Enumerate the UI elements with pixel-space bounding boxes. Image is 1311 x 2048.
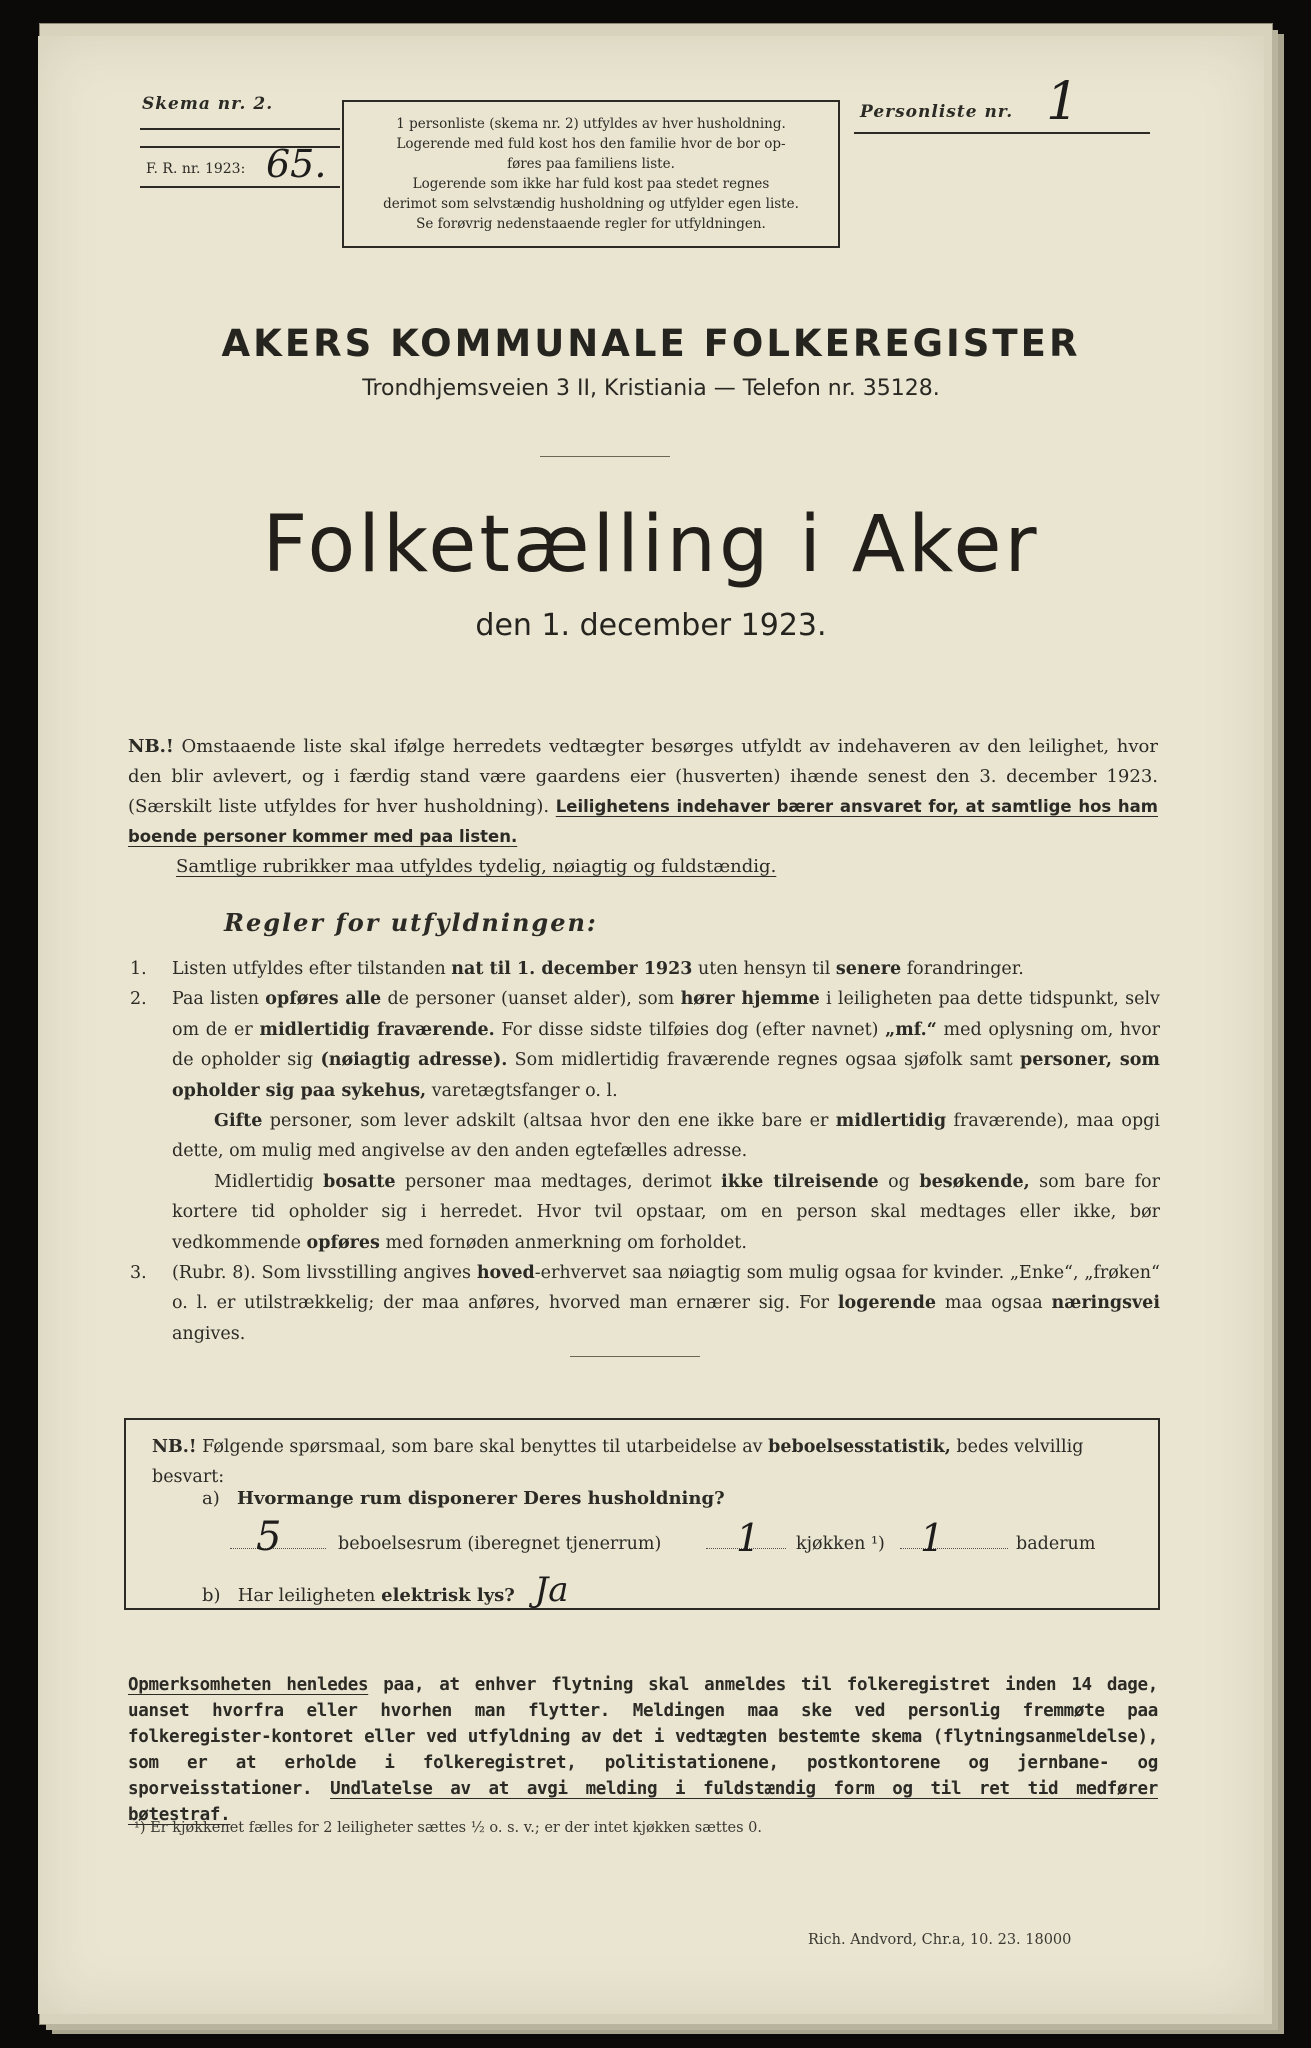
rule-emphasis: hoved (476, 1263, 535, 1284)
organization-heading: AKERS KOMMUNALE FOLKEREGISTER (221, 322, 1081, 365)
personliste-rule (854, 132, 1150, 134)
notice-lead: Opmerksomheten henledes (128, 1675, 369, 1695)
rule-text: varetægtsfanger o. l. (431, 1080, 618, 1101)
bath-label: baderum (1016, 1534, 1096, 1554)
rule-number: 1. (130, 959, 147, 979)
bath-value: 1 (920, 1516, 945, 1560)
rule-text: personer, som lever adskilt (altsaa hvor den ene ikke bare er (269, 1111, 829, 1132)
note-line: føres paa familiens liste. (507, 156, 675, 172)
rule-text: med fornøden anmerkning om forholdet. (385, 1232, 747, 1253)
fr-number-value: 65. (266, 142, 327, 186)
rule-text: uten hensyn til (698, 959, 831, 979)
intro-text: Følgende spørsmaal, som bare skal benyttes til utarbeidelse av (202, 1437, 763, 1457)
notice-penalty: Undlatelse av at avgi melding i fuldstændig form og til ret tid medfører bøtestraf. (128, 1779, 1158, 1825)
question-label: a) (202, 1488, 220, 1509)
separator (570, 1356, 700, 1357)
rule-text: Midlertidig (214, 1171, 314, 1192)
rules-list (130, 954, 1160, 1349)
page-title: Folketælling i Aker (262, 500, 1040, 590)
intro-emphasis: beboelsesstatistik, (768, 1437, 951, 1457)
nb-tag: NB.! (128, 736, 174, 757)
rule-emphasis: midlertidig fraværende. (259, 1019, 495, 1040)
rule-item (130, 984, 1160, 1106)
note-line: Logerende med fuld kost hos den familie hvor de bor op- (396, 136, 786, 152)
rule-emphasis: bosatte (323, 1171, 396, 1192)
question-text: Hvormange rum disponerer Deres husholdning? (236, 1488, 725, 1509)
skema-label: Skema nr. 2. (142, 94, 274, 114)
question-intro (152, 1432, 1112, 1492)
separator (540, 456, 670, 457)
address-line: Trondhjemsveien 3 II, Kristiania — Telefon nr. 35128. (362, 376, 940, 401)
kitchen-label: kjøkken ¹) (796, 1534, 885, 1554)
rule-emphasis: opføres alle (265, 989, 382, 1010)
rule-emphasis: (nøiagtig adresse). (320, 1050, 508, 1071)
rule-emphasis: ikke tilreisende (721, 1171, 879, 1192)
nb-responsibility: Leilighetens indehaver bærer ansvaret for, at samtlige hos ham boende personer kommer med paa listen. (128, 797, 1158, 846)
nb-tag: NB.! (152, 1437, 197, 1457)
rule-emphasis: opføres (306, 1232, 380, 1253)
fr-rule-bottom (140, 186, 340, 188)
rule-text: maa ogsaa (944, 1293, 1043, 1314)
question-a (202, 1488, 725, 1509)
rule-text: Listen utfyldes efter tilstanden (172, 959, 446, 979)
rule-paragraph (130, 1106, 1160, 1167)
question-label: b) (202, 1585, 221, 1606)
rule-emphasis: besøkende, (919, 1171, 1030, 1192)
kitchen-value: 1 (736, 1516, 761, 1560)
rule-emphasis: nat til 1. december 1923 (451, 959, 693, 979)
rule-text: fraværende), maa opgi dette, om mulig med angivelse av den anden egtefælles adresse. (172, 1111, 1160, 1162)
rule-text: (Rubr. 8). Som livsstilling angives (172, 1263, 472, 1284)
census-form-page (38, 36, 1264, 2014)
housing-question-box (124, 1418, 1160, 1610)
question-text: Har leiligheten (237, 1585, 376, 1606)
rules-heading: Regler for utfyldningen: (224, 908, 598, 937)
rule-text: de personer (uanset alder), som (387, 989, 675, 1010)
rule-item (130, 954, 1160, 984)
rule-number: 3. (130, 1263, 147, 1284)
personliste-label: Personliste nr. (860, 102, 1014, 122)
question-emphasis: elektrisk lys? (381, 1585, 515, 1606)
rule-text: med oplysning om, hvor de opholder sig (172, 1019, 1160, 1071)
fr-number-label: F. R. nr. 1923: (146, 161, 246, 177)
rooms-value: 5 (256, 1514, 282, 1560)
note-line: derimot som selvstændig husholdning og utfylder egen liste. (383, 196, 799, 212)
rule-text: Paa listen (172, 989, 259, 1010)
printer-imprint: Rich. Andvord, Chr.a, 10. 23. 18000 (808, 1932, 1072, 1948)
nb-fill-instruction: Samtlige rubrikker maa utfyldes tydelig, nøiagtig og fuldstændig. (176, 856, 777, 877)
rooms-label: beboelsesrum (iberegnet tjenerrum) (338, 1534, 662, 1554)
electric-light-answer: Ja (534, 1570, 569, 1610)
rule-text: og (888, 1171, 910, 1192)
rule-text: personer maa medtages, derimot (405, 1171, 712, 1192)
notice-text: paa, at enhver flytning skal anmeldes til folkeregistret inden 14 dage, uanset hvorfra eller hvorhen man flytter. Meldingen maa ske ved personlig fremmøte paa folkeregister-kontoret eller ved utfyldning av det i vedtægten bestemte skema (flytningsanmeldelse), som er at erholde i folkeregistret, politistationene, postkontorene og jernbane- og sporveisstationer. (128, 1675, 1158, 1799)
intro-text: bedes velvillig besvart: (152, 1437, 1084, 1487)
rooms-answer-row (230, 1514, 1130, 1564)
nb-instructions (128, 732, 1158, 882)
rule-emphasis: logerende (837, 1293, 937, 1314)
census-date: den 1. december 1923. (475, 608, 827, 643)
rule-text: angives. (172, 1323, 246, 1344)
question-b (202, 1570, 568, 1610)
rule-emphasis: Gifte (214, 1111, 263, 1132)
rule-text: som bare for kortere tid opholder sig i herredet. Hvor tvil opstaar, om en person skal medtages eller ikke, bør vedkommende (172, 1171, 1160, 1253)
rule-text: forandringer. (906, 959, 1024, 979)
rule-emphasis: personer, som opholder sig paa sykehus, (172, 1050, 1160, 1101)
rule-item (130, 1258, 1160, 1349)
rule-emphasis: næringsvei (1051, 1293, 1160, 1314)
note-line: Se forøvrig nedenstaaende regler for utfyldningen. (416, 216, 766, 232)
nb-text: Omstaaende liste skal ifølge herredets vedtægter besørges utfyldt av indehaveren av den leilighet, hvor den blir avlevert, og i færdig stand være gaardens eier (husverten) ihænde senest den 3. december 1923. (Særskilt liste utfyldes for hver husholdning). (128, 736, 1158, 817)
rule-emphasis: senere (835, 959, 902, 979)
rule-text: For disse sidste tilføies dog (efter navnet) (501, 1019, 879, 1040)
rule-emphasis: „mf.“ (885, 1019, 937, 1040)
footnote: ¹) Er kjøkkenet fælles for 2 leiligheter sættes ½ o. s. v.; er der intet kjøkken sættes 0. (134, 1820, 762, 1836)
dotted-line (900, 1548, 1008, 1549)
rule-emphasis: midlertidig (835, 1111, 947, 1132)
rule-text: -erhvervet saa nøiagtig som mulig ogsaa for kvinder. „Enke“, „frøken“ o. l. er utilstrækkelig; der maa anføres, hvorved man ernærer sig. For (172, 1263, 1160, 1314)
rule-paragraph (130, 1167, 1160, 1258)
skema-rule (140, 128, 340, 130)
household-note-box (342, 100, 840, 248)
rule-text: i leiligheten paa dette tidspunkt, selv om de er (172, 989, 1160, 1040)
rule-text: Som midlertidig fraværende regnes ogsaa sjøfolk samt (514, 1050, 1013, 1071)
moving-notice (128, 1672, 1158, 1828)
rule-number: 2. (130, 989, 147, 1010)
personliste-value: 1 (1046, 72, 1080, 132)
rule-emphasis: hører hjemme (680, 989, 820, 1010)
note-line: Logerende som ikke har fuld kost paa stedet regnes (412, 176, 770, 192)
note-line: 1 personliste (skema nr. 2) utfyldes av hver husholdning. (396, 116, 786, 132)
